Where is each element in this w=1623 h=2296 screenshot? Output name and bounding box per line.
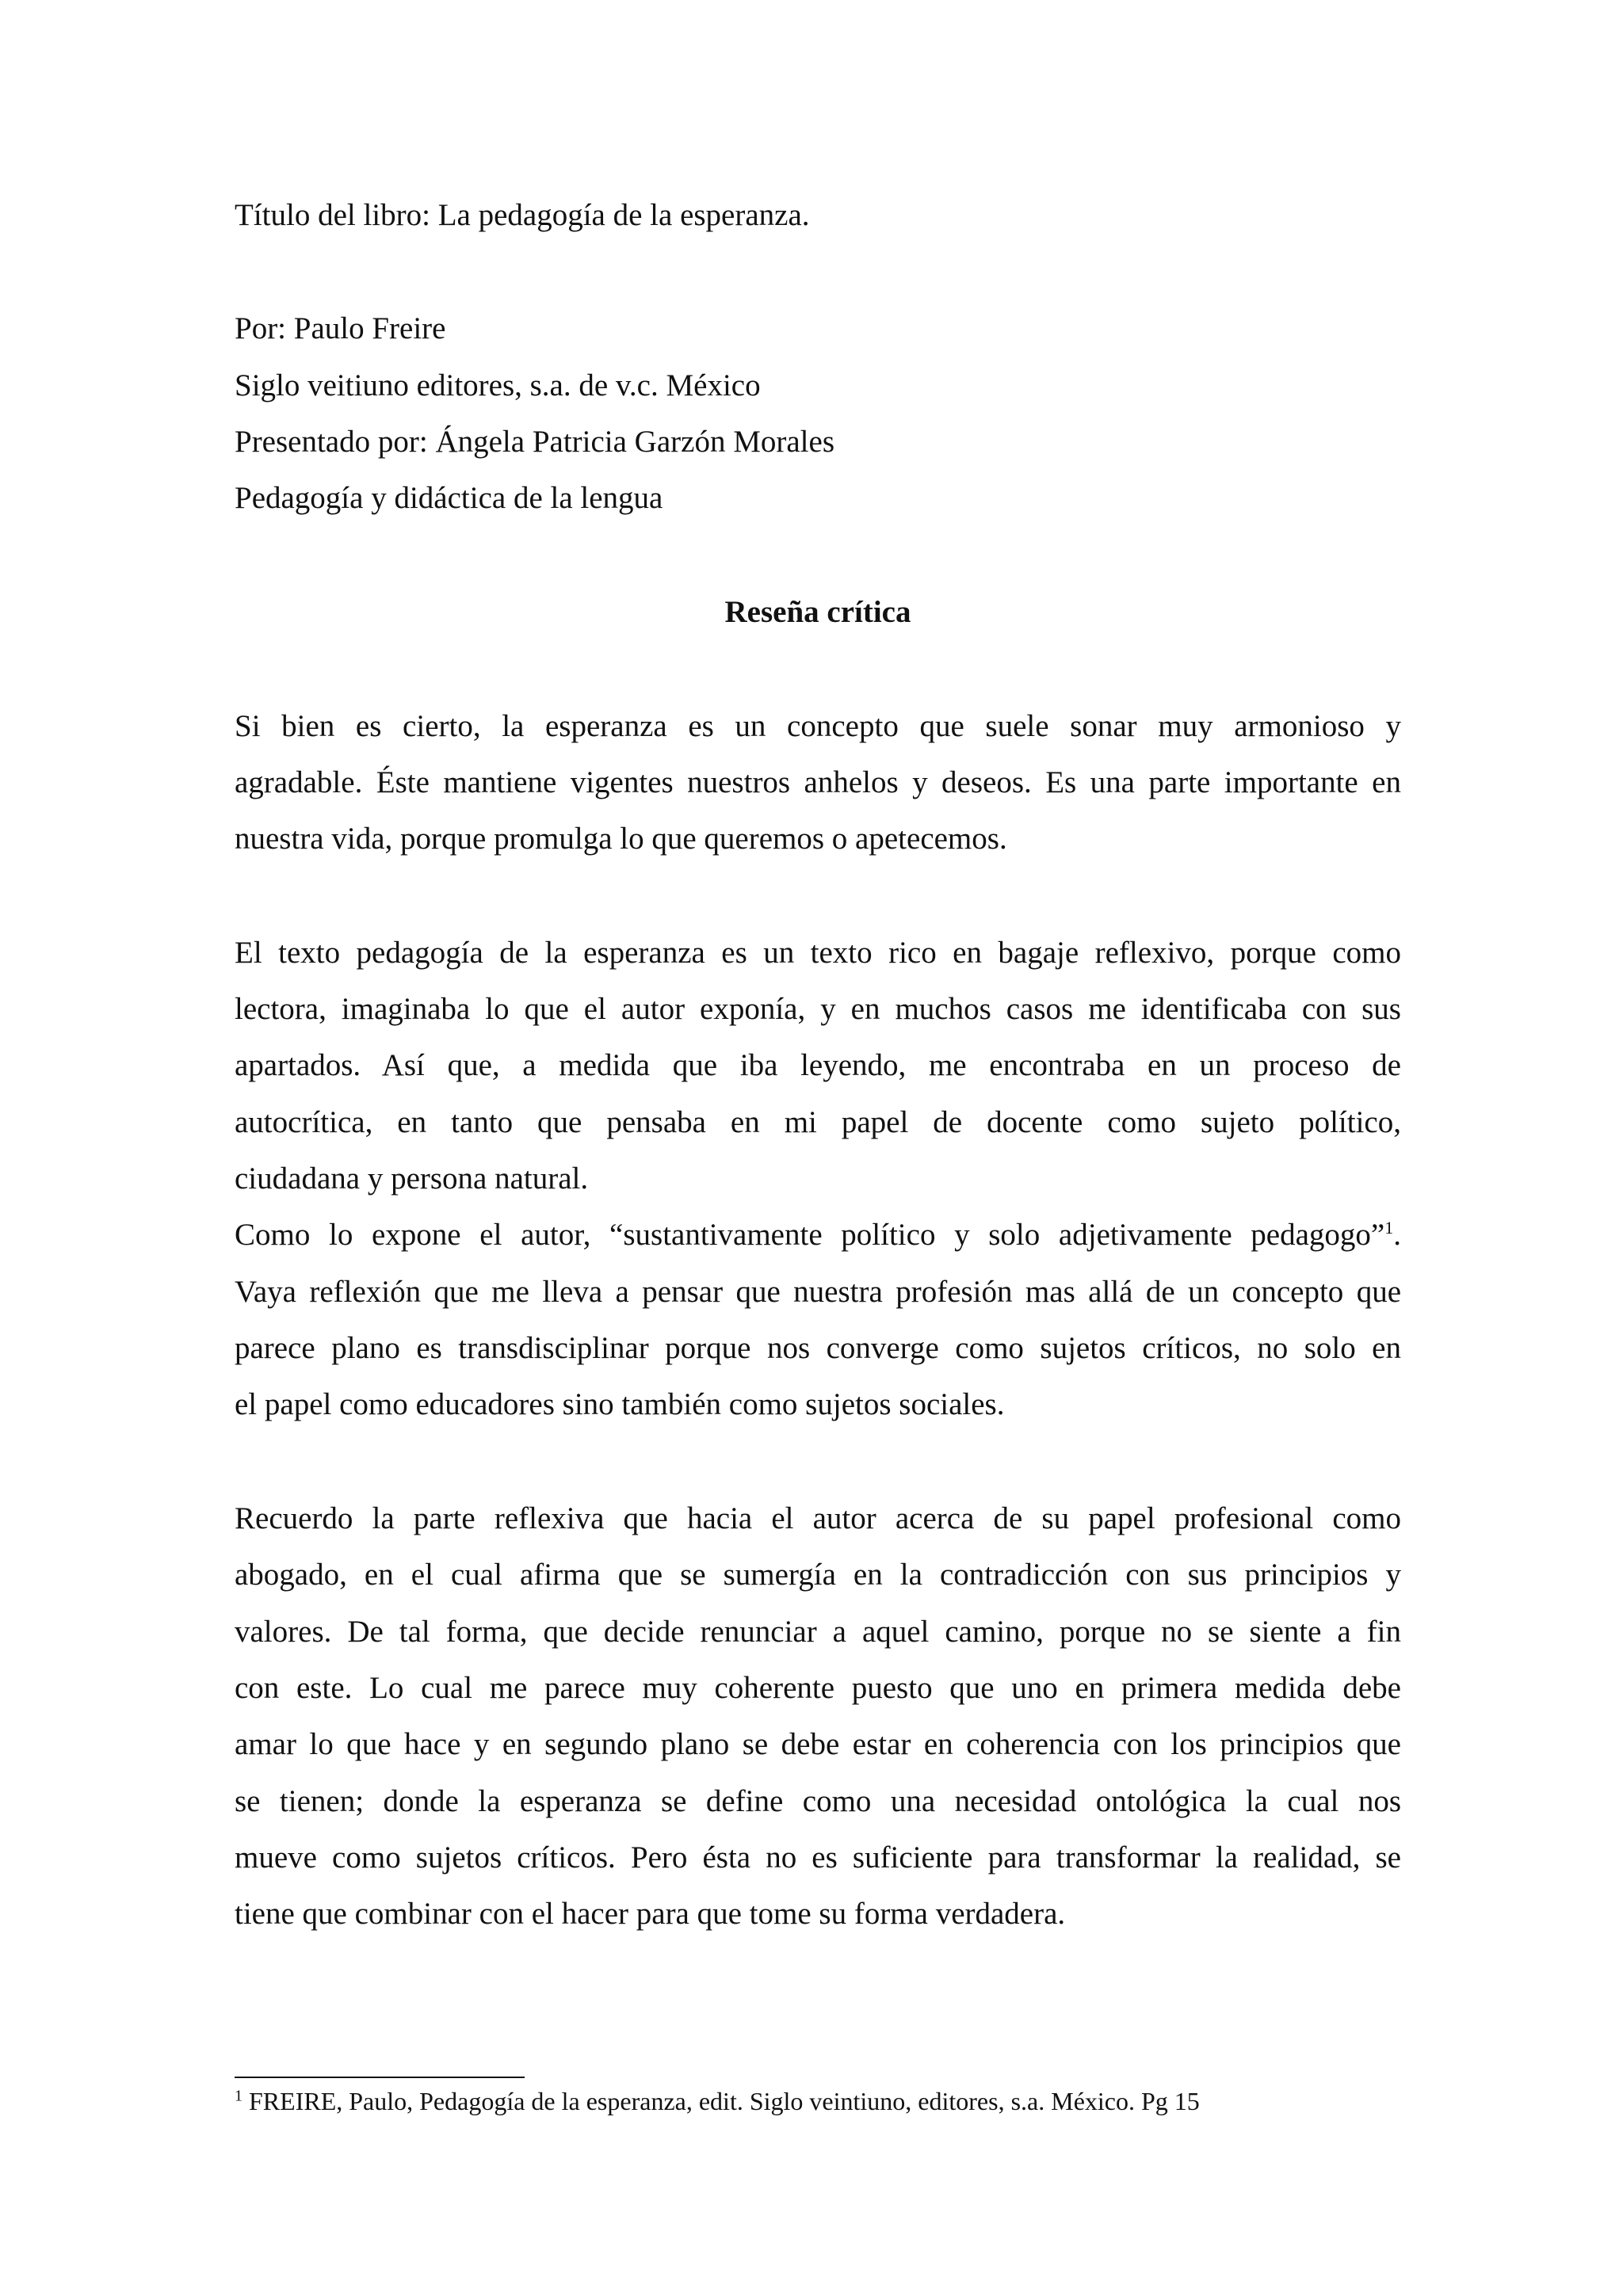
paragraph-2-line-3: apartados. Así que, a medida que iba leyendo, me encontraba en un proceso de [235, 1048, 1401, 1082]
footnote-marker: 1 [235, 2087, 242, 2105]
author-line: Por: Paulo Freire [235, 311, 446, 345]
paragraph-4-line-3: valores. De tal forma, que decide renunciar a aquel camino, porque no se siente a fin [235, 1615, 1401, 1649]
paragraph-4-line-1: Recuerdo la parte reflexiva que hacia el autor acerca de su papel profesional como [235, 1501, 1401, 1535]
paragraph-1-line-3: nuestra vida, porque promulga lo que queremos o apetecemos. [235, 822, 1007, 856]
paragraph-3-line-4: el papel como educadores sino también como sujetos sociales. [235, 1387, 1005, 1421]
paragraph-1-line-2: agradable. Éste mantiene vigentes nuestros anhelos y deseos. Es una parte importante en [235, 765, 1401, 799]
paragraph-2-line-1: El texto pedagogía de la esperanza es un texto rico en bagaje reflexivo, porque como [235, 936, 1401, 970]
paragraph-2-line-4: autocrítica, en tanto que pensaba en mi papel de docente como sujeto político, [235, 1105, 1401, 1139]
paragraph-1-line-1: Si bien es cierto, la esperanza es un concepto que suele sonar muy armonioso y [235, 709, 1401, 743]
section-heading: Reseña crítica [724, 595, 911, 629]
paragraph-4-line-8: tiene que combinar con el hacer para que tome su forma verdadera. [235, 1897, 1066, 1931]
quote-text: Como lo expone el autor, “sustantivamente político y solo adjetivamente pedagogo” [235, 1218, 1385, 1252]
paragraph-4-line-7: mueve como sujetos críticos. Pero ésta no es suficiente para transformar la realidad, se [235, 1840, 1401, 1875]
presenter-line: Presentado por: Ángela Patricia Garzón Morales [235, 425, 834, 459]
paragraph-2-line-2: lectora, imaginaba lo que el autor exponía, y en muchos casos me identificaba con sus [235, 992, 1401, 1026]
paragraph-3-line-3: parece plano es transdisciplinar porque nos converge como sujetos críticos, no solo en [235, 1331, 1401, 1365]
publisher-line: Siglo veitiuno editores, s.a. de v.c. México [235, 368, 761, 402]
paragraph-3-line-2: Vaya reflexión que me lleva a pensar que nuestra profesión mas allá de un concepto que [235, 1275, 1401, 1309]
footnote-separator [235, 2077, 525, 2078]
paragraph-4-line-4: con este. Lo cual me parece muy coherente puesto que uno en primera medida debe [235, 1671, 1401, 1705]
paragraph-4-line-2: abogado, en el cual afirma que se sumergía en la contradicción con sus principios y [235, 1558, 1401, 1592]
paragraph-2-line-5: ciudadana y persona natural. [235, 1161, 589, 1196]
paragraph-3-line-1 [235, 1216, 1401, 1254]
footnote [235, 2085, 1200, 2117]
footnote-text: FREIRE, Paulo, Pedagogía de la esperanza, edit. Siglo veintiuno, editores, s.a. México. Pg 15 [242, 2087, 1200, 2115]
book-title-line: Título del libro: La pedagogía de la esperanza. [235, 198, 810, 232]
footnote-reference[interactable]: 1 [1384, 1218, 1394, 1238]
course-line: Pedagogía y didáctica de la lengua [235, 481, 663, 515]
quote-period: . [1393, 1218, 1401, 1252]
paragraph-4-line-5: amar lo que hace y en segundo plano se debe estar en coherencia con los principios que [235, 1727, 1401, 1761]
paragraph-4-line-6: se tienen; donde la esperanza se define como una necesidad ontológica la cual nos [235, 1784, 1401, 1818]
